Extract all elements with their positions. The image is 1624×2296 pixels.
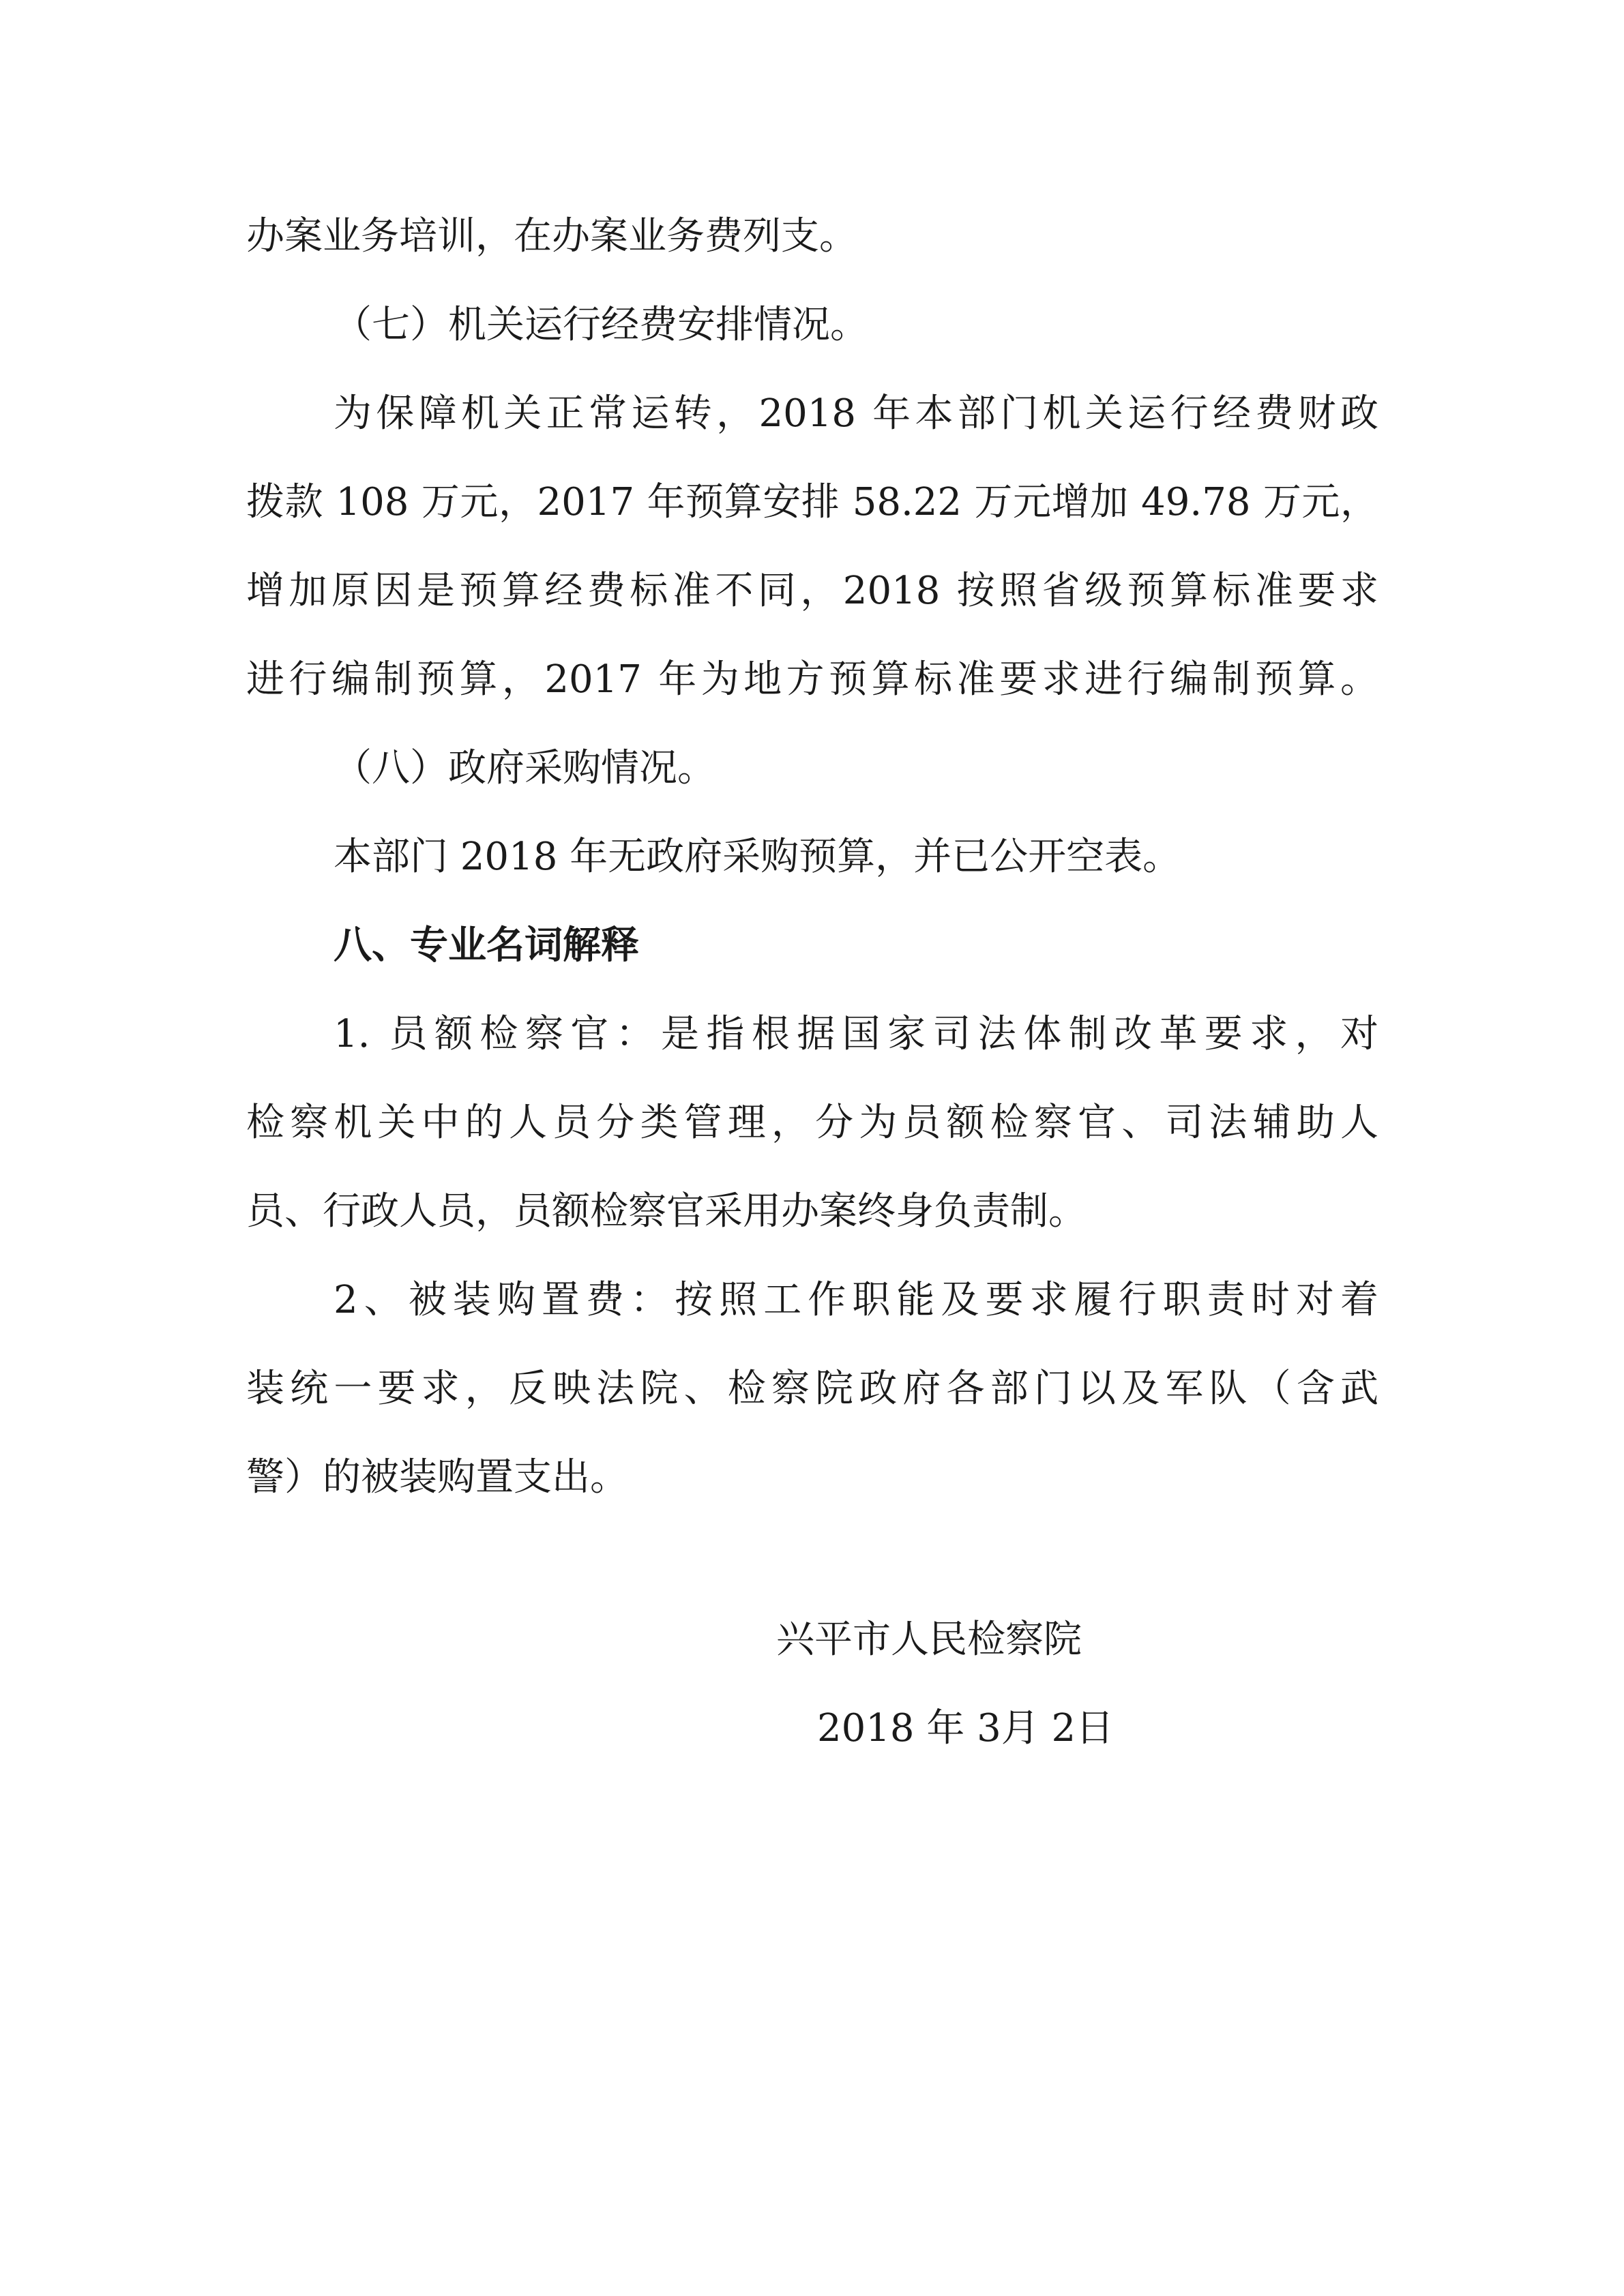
paragraph-line: 拨款 108 万元，2017 年预算安排 58.22 万元增加 49.78 万元， — [246, 480, 1379, 524]
paragraph-line: 装统一要求，反映法院、检察院政府各部门以及军队（含武 — [246, 1367, 1378, 1411]
section-heading-8: （八）政府采购情况。 — [334, 746, 715, 790]
paragraph-line: 办案业务培训，在办案业务费列支。 — [246, 214, 857, 258]
paragraph-line: 进行编制预算，2017 年为地方预算标准要求进行编制预算。 — [246, 657, 1378, 702]
paragraph-line: 本部门 2018 年无政府采购预算，并已公开空表。 — [334, 835, 1181, 879]
paragraph-line: 员、行政人员，员额检察官采用办案终身负责制。 — [246, 1189, 1087, 1234]
section-title-terms: 八、专业名词解释 — [334, 923, 639, 968]
paragraph-line: 为保障机关正常运转，2018 年本部门机关运行经费财政 — [334, 391, 1378, 436]
paragraph-line: 1. 员额检察官：是指根据国家司法体制改革要求，对 — [334, 1012, 1378, 1056]
signature-date: 2018 年 3月 2日 — [817, 1706, 1114, 1750]
section-heading-7: （七）机关运行经费安排情况。 — [334, 303, 868, 347]
paragraph-line: 警）的被装购置支出。 — [246, 1455, 628, 1500]
paragraph-line: 检察机关中的人员分类管理，分为员额检察官、司法辅助人 — [246, 1101, 1378, 1145]
paragraph-line: 增加原因是预算经费标准不同，2018 按照省级预算标准要求 — [246, 569, 1378, 613]
paragraph-line: 2、被装购置费：按照工作职能及要求履行职责时对着 — [334, 1278, 1378, 1322]
signature-organization: 兴平市人民检察院 — [776, 1617, 1082, 1662]
